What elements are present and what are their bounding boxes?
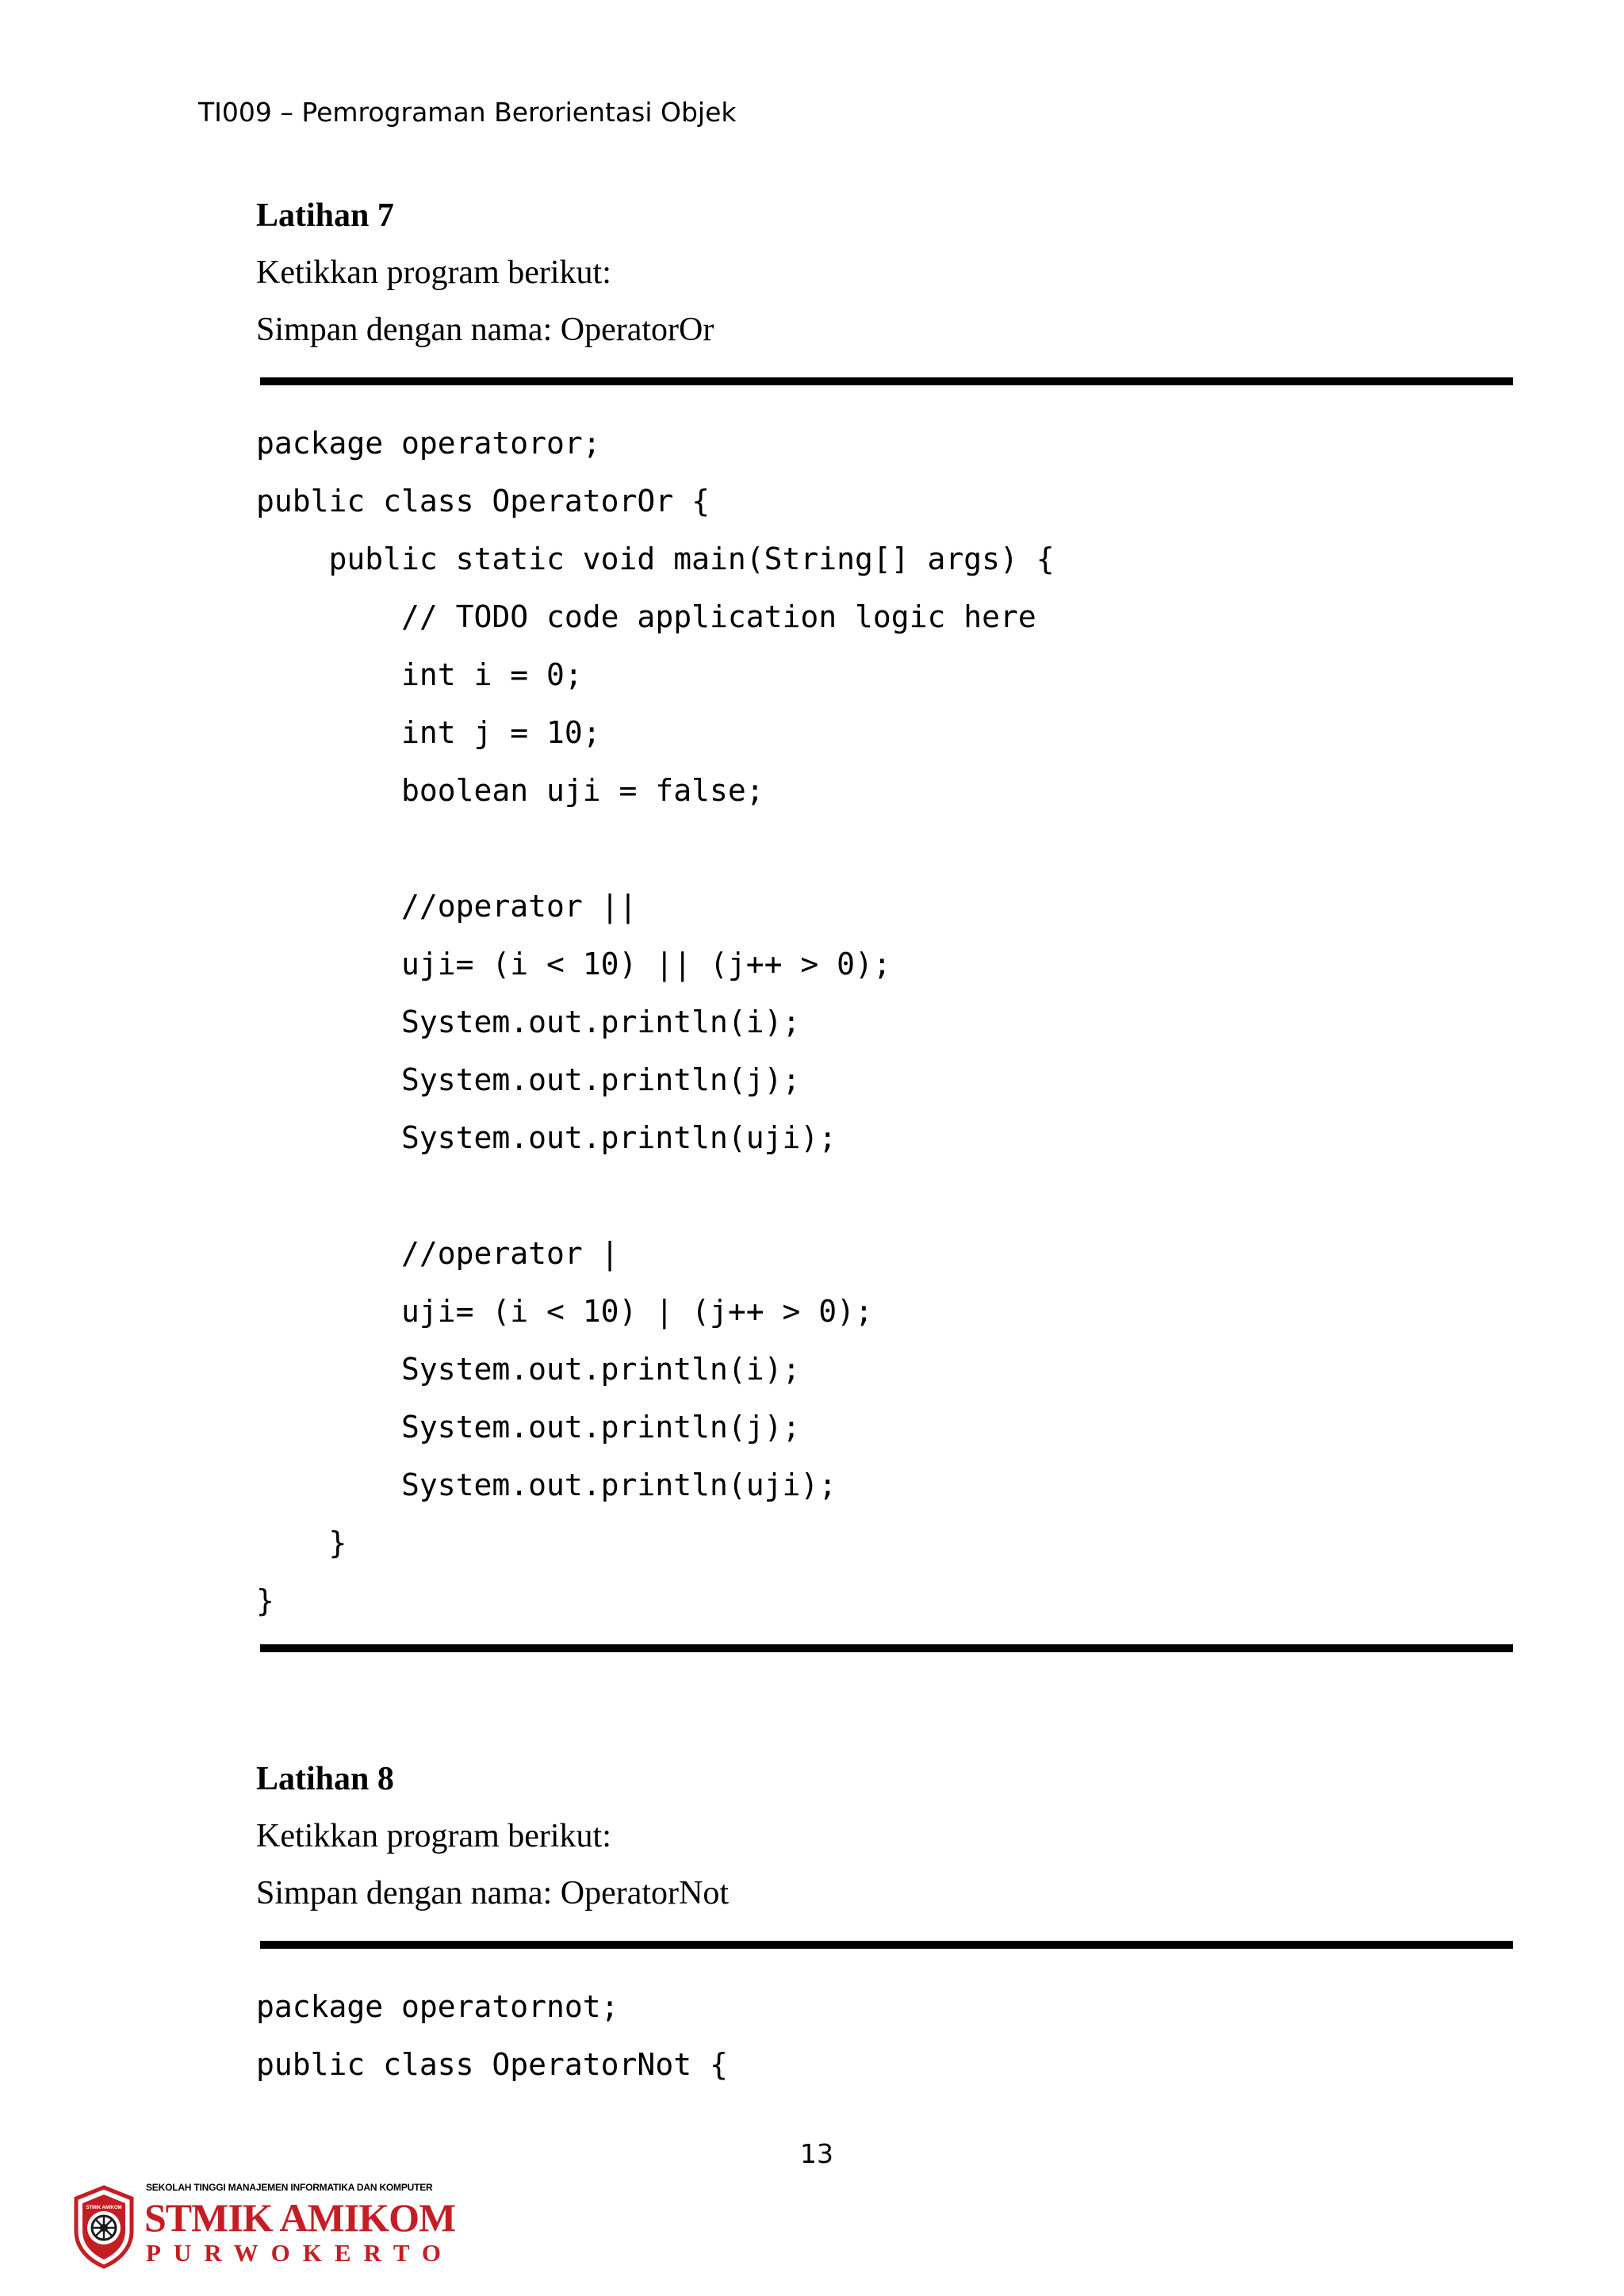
exercise-7-instruction: Ketikkan program berikut: [256, 254, 611, 291]
code-line: System.out.println(i); [256, 1004, 801, 1039]
code-line: System.out.println(j); [256, 1410, 801, 1445]
code-line: public class OperatorNot { [256, 2047, 728, 2082]
code-line: //operator | [256, 1236, 619, 1271]
code-line [256, 1167, 1055, 1225]
code-line: } [256, 1583, 274, 1618]
code-line: package operatornot; [256, 1989, 619, 2024]
exercise-7-code-block [256, 415, 1055, 1630]
code-line: System.out.println(j); [256, 1062, 801, 1097]
stmik-amikom-emblem-icon [70, 2185, 138, 2269]
code-line: //operator || [256, 889, 638, 924]
code-line: System.out.println(uji); [256, 1468, 837, 1502]
exercise-8-code-block [256, 1978, 728, 2094]
logo-city: PURWOKERTO [146, 2239, 454, 2267]
institution-logo [70, 2179, 456, 2274]
code-line: uji= (i < 10) | (j++ > 0); [256, 1294, 873, 1329]
code-line: System.out.println(uji); [256, 1120, 837, 1155]
code-line [256, 820, 1055, 878]
emblem-text: STMIK AMIKOM [86, 2206, 122, 2210]
exercise-7-title: Latihan 7 [256, 197, 394, 234]
logo-tagline: SEKOLAH TINGGI MANAJEMEN INFORMATIKA DAN KOMPUTER [146, 2182, 433, 2193]
exercise-8-save-as: Simpan dengan nama: OperatorNot [256, 1875, 729, 1911]
code-line: int i = 0; [256, 657, 583, 692]
running-header: TI009 – Pemrograman Berorientasi Objek [198, 97, 737, 128]
code-line: package operatoror; [256, 426, 601, 461]
code-line: public static void main(String[] args) { [256, 541, 1055, 576]
exercise-8-instruction: Ketikkan program berikut: [256, 1818, 611, 1854]
code-line: // TODO code application logic here [256, 599, 1036, 634]
exercise-8-title: Latihan 8 [256, 1761, 394, 1797]
code-top-rule [260, 377, 1513, 385]
code-line: int j = 10; [256, 715, 601, 750]
code-line: } [256, 1525, 347, 1560]
code-line: System.out.println(i); [256, 1352, 801, 1387]
page-number: 13 [800, 2138, 833, 2169]
code-bottom-rule [260, 1644, 1513, 1652]
code-line: public class OperatorOr { [256, 484, 710, 519]
exercise-7-save-as: Simpan dengan nama: OperatorOr [256, 312, 714, 348]
logo-name: STMIK AMIKOM [144, 2195, 456, 2240]
code-line: uji= (i < 10) || (j++ > 0); [256, 947, 891, 982]
code-top-rule [260, 1941, 1513, 1949]
code-line: boolean uji = false; [256, 773, 764, 808]
